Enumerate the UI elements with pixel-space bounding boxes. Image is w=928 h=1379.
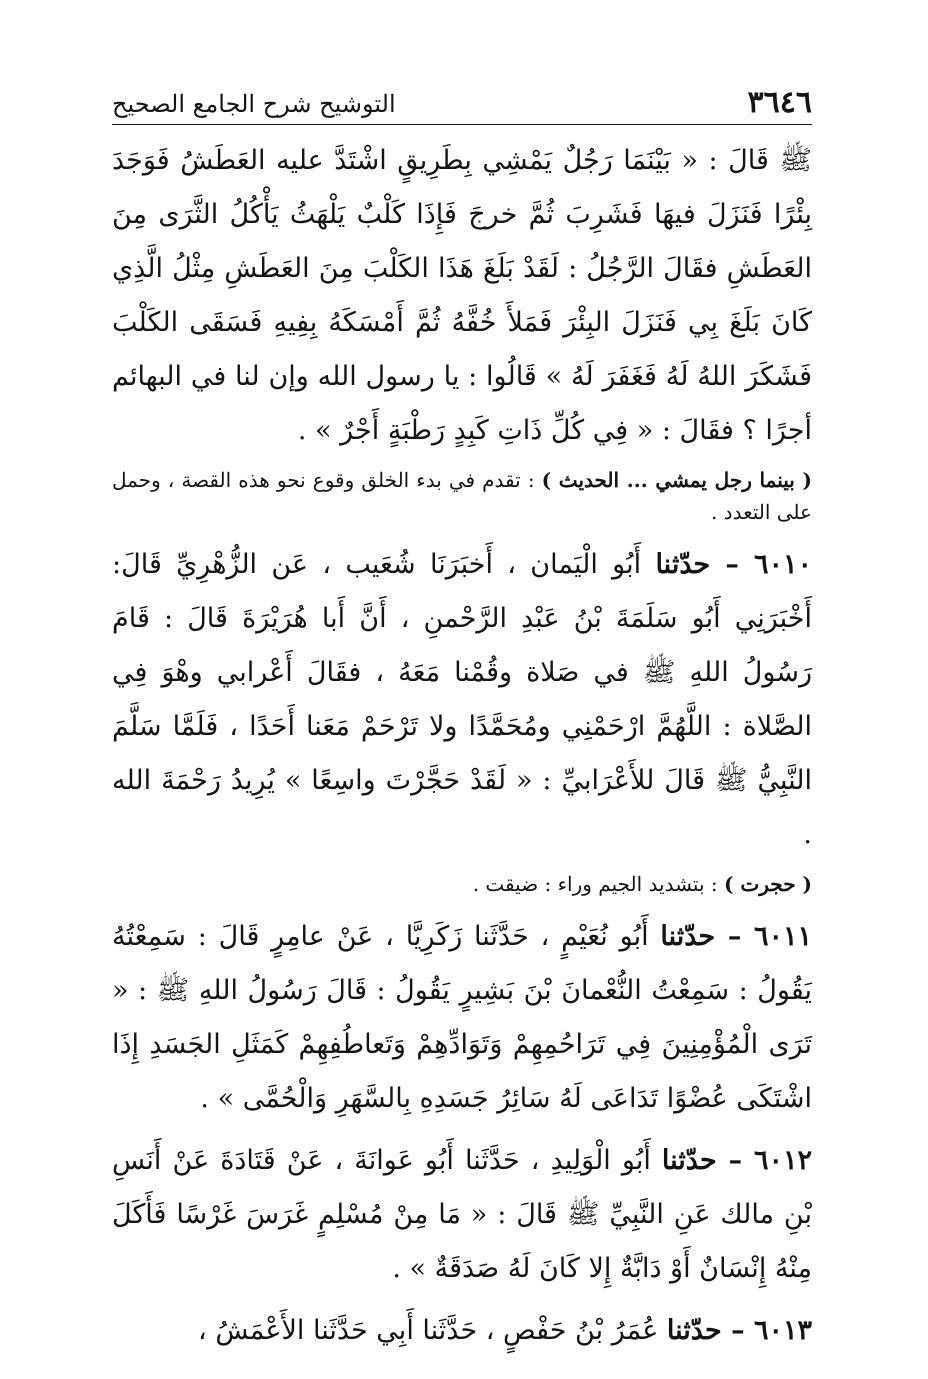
hadith-number: ٦٠١١ — [753, 921, 812, 952]
hadith-text: عُمَرُ بْنُ حَفْصٍ ، حَدَّثَنا أَبِي حَدَّثَنا الأَعْمَشُ ، — [198, 1315, 667, 1346]
hadith-6013 — [112, 1304, 812, 1358]
hadith-number: ٦٠١٣ — [753, 1315, 812, 1346]
hadith-6009-continuation — [112, 134, 812, 458]
haddathana-label: حدّثنا — [655, 549, 711, 580]
hadith-text: أَبُو الْيَمان ، أَخبَرَنَا شُعَيب ، عَن الزُّهْرِيِّ قَالَ: أَخْبَرَنِي أَبُو سَلَمَةَ بْنُ عَبْدِ الرَّحْمنِ ، أَنَّ أَبا هُرَيْرَةَ قَالَ : قَامَ رَسُولُ اللهِ ﷺ في صَلاة وقُمْنا مَعَهُ ، فقَالَ أَعْرابي وهْوَ فِي الصَّلاة : اللَّهُمَّ ارْحَمْنِي ومُحَمَّدًا ولا تَرْحَمْ مَعَنا أَحَدًا ، فَلَمَّا سَلَّمَ النَّبِيُّ ﷺ قَالَ للأَعْرَابيِّ : « لَقَدْ حَجَّرْتَ واسِعًا » يُرِيدُ رَحْمَةَ الله . — [112, 549, 812, 850]
running-title: التوشيح شرح الجامع الصحيح — [112, 90, 396, 118]
hadith-6012 — [112, 1134, 812, 1296]
hadith-6011 — [112, 910, 812, 1126]
commentary-text: : بتشديد الجيم وراء : ضيقت . — [472, 872, 724, 896]
hadith-text: أَبُو الْوَلِيدِ ، حَدَّثَنا أَبُو عَوانَةَ ، عَنْ قَتَادَةَ عَنْ أَنَسِ بْنِ مالك عَنِ النَّبِيِّ ﷺ قَالَ : « مَا مِنْ مُسْلِمٍ غَرَسَ غَرْسًا فَأَكَلَ مِنْهُ إِنْسَانٌ أَوْ دَابَّةٌ إِلا كَانَ لَهُ صَدَقَةٌ » . — [112, 1145, 812, 1284]
page-body — [112, 134, 812, 1358]
page-number: ٣٦٤٦ — [747, 85, 812, 120]
haddathana-label: حدّثنا — [661, 1145, 717, 1176]
commentary-text: : تقدم في بدء الخلق وقوع نحو هذه القصة ، وحمل على التعدد . — [112, 468, 812, 524]
commentary-6009 — [112, 464, 812, 528]
hadith-text: ﷺ قَالَ : « بَيْنَمَا رَجُلٌ يَمْشِي بِطَرِيقٍ اشْتَدَّ عليه العَطَشُ فَوَجَدَ بِئْرًا فَنَزَلَ فيهَا فَشَرِبَ ثُمَّ خرجَ فَإِذَا كَلْبٌ يَلْهَثُ يَأْكُلُ الثَّرَى مِنَ العَطَشِ فقَالَ الرَّجُلُ : لَقَدْ بَلَغَ هَذَا الكَلْبَ مِنَ العَطَشِ مِثْلُ الَّذِي كَانَ بَلَغَ بِي فَنَزَلَ البِئْرَ فَمَلأَ خُفَّهُ ثُمَّ أَمْسَكَهُ بِفِيهِ فَسَقَى الكَلْبَ فَشَكَرَ اللهُ لَهُ فَغَفَرَ لَهُ » قَالُوا : يا رسول الله وإن لنا في البهائم أجرًا ؟ فقَالَ : « فِي كُلِّ ذَاتِ كَبِدٍ رَطْبَةٍ أَجْرٌ » . — [112, 145, 812, 446]
hadith-dash: – — [716, 1145, 754, 1176]
hadith-dash: – — [721, 1315, 754, 1346]
page-header — [112, 70, 812, 125]
hadith-dash: – — [710, 549, 754, 580]
commentary-lemma: ( بينما رجل يمشي ... الحديث ) — [541, 468, 812, 492]
hadith-number: ٦٠١٢ — [753, 1145, 812, 1176]
commentary-6010 — [112, 868, 812, 900]
commentary-lemma: ( حجرت ) — [724, 872, 812, 896]
haddathana-label: حدّثنا — [666, 1315, 722, 1346]
haddathana-label: حدّثنا — [660, 921, 716, 952]
hadith-number: ٦٠١٠ — [753, 549, 812, 580]
hadith-dash: – — [715, 921, 754, 952]
hadith-text: أَبُو نُعَيْمٍ ، حَدَّثَنا زَكَرِيَّا ، عَنْ عامِرٍ قَالَ : سَمِعْتُهُ يَقُولُ : سَمِعْتُ النُّعْمانَ بْنَ بَشِيرٍ يَقُولُ : قَالَ رَسُولُ اللهِ ﷺ : « تَرَى الْمُؤْمِنِينَ فِي تَرَاحُمِهِمْ وَتَوَادِّهِمْ وَتَعاطُفِهِمْ كَمَثَلِ الجَسَدِ إِذَا اشْتَكَى عُضْوًا تَدَاعَى لَهُ سَائِرُ جَسَدِهِ بِالسَّهَرِ وَالْحُمَّى » . — [112, 921, 812, 1114]
hadith-6010 — [112, 538, 812, 862]
